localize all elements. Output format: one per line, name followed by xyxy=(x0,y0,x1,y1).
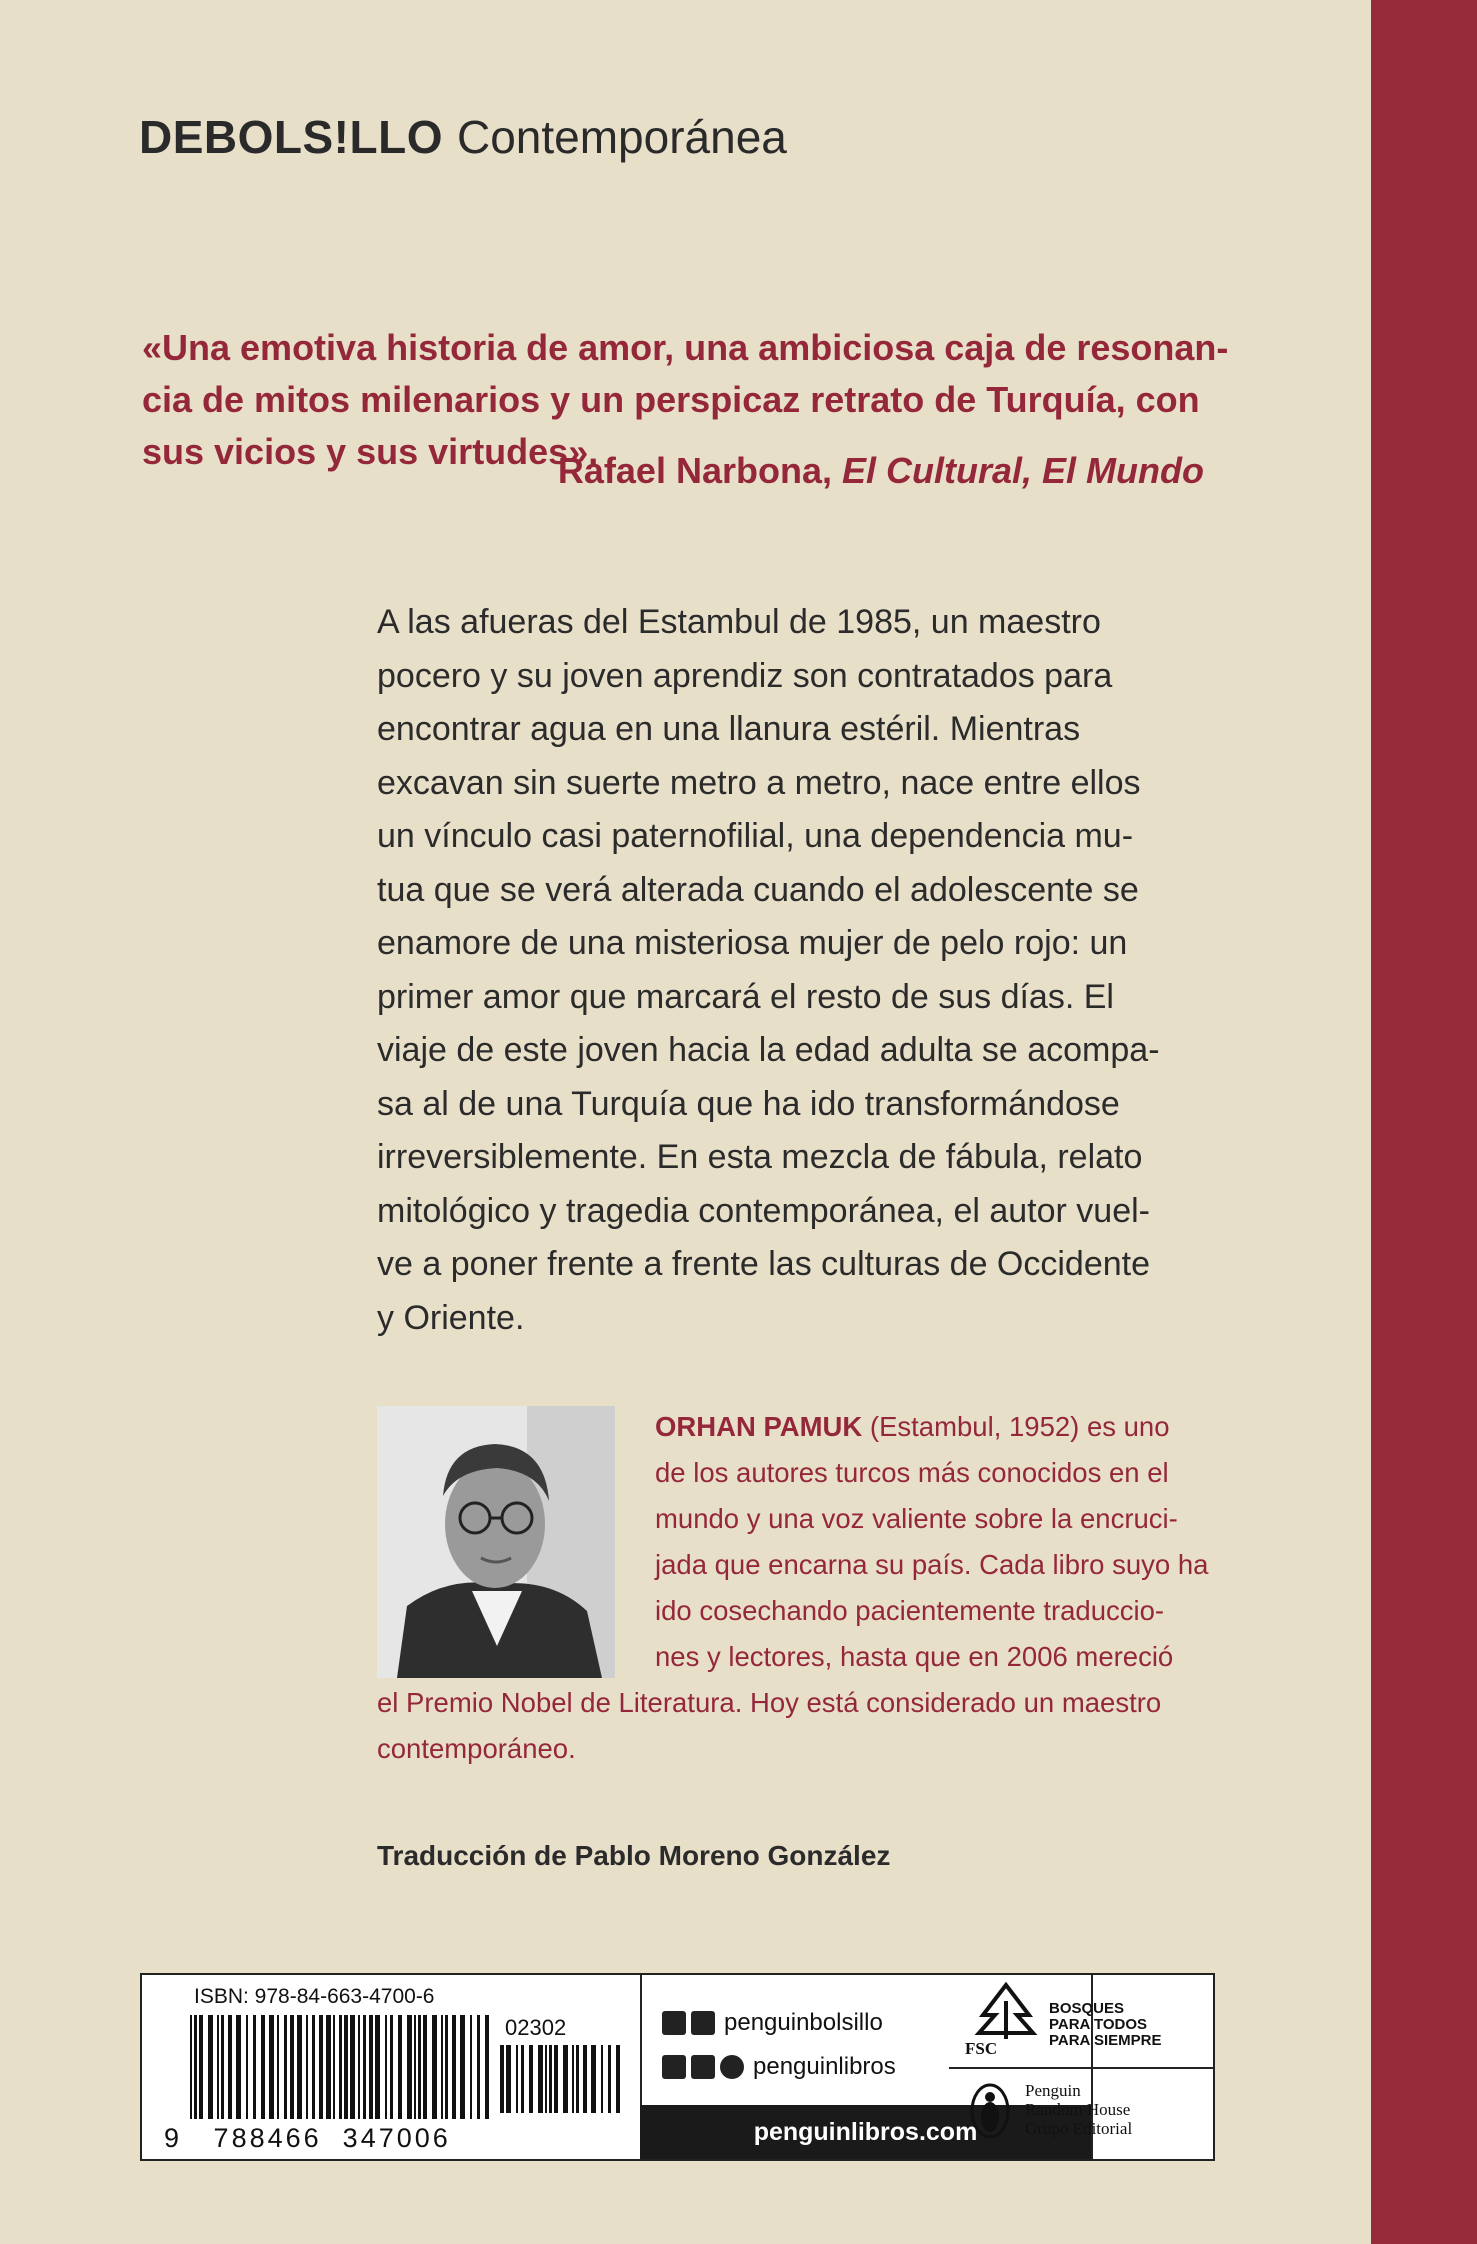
barcode-bar xyxy=(236,2015,241,2119)
quote-attribution xyxy=(142,450,1204,492)
bio-line: el Premio Nobel de Literatura. Hoy está considerado un maestro xyxy=(377,1687,1162,1718)
synopsis-line: viaje de este joven hacia la edad adulta se acompa- xyxy=(377,1031,1160,1069)
bosques-label xyxy=(1049,2001,1162,2049)
addon-barcode xyxy=(500,2045,620,2145)
barcode-bar xyxy=(485,2015,489,2119)
barcode-bar xyxy=(441,2015,443,2119)
bio-line: de los autores turcos más conocidos en el xyxy=(655,1457,1169,1488)
barcode-bar xyxy=(500,2045,504,2113)
back-info-box xyxy=(140,1973,1215,2161)
barcode-bar xyxy=(326,2015,331,2119)
barcode-bar xyxy=(423,2015,427,2119)
fsc-tree-icon xyxy=(971,1981,1041,2041)
social-row-2 xyxy=(662,2053,896,2081)
website-link[interactable]: penguinlibros.com xyxy=(753,2117,978,2146)
synopsis-line: un vínculo casi paternofilial, una dependencia mu- xyxy=(377,817,1134,855)
bio-first-line: (Estambul, 1952) es uno xyxy=(862,1411,1170,1442)
facebook-icon[interactable] xyxy=(662,2011,686,2035)
barcode-bar xyxy=(432,2015,437,2119)
barcode-bar xyxy=(350,2015,355,2119)
barcode-bar xyxy=(407,2015,412,2119)
spotify-icon[interactable] xyxy=(720,2055,744,2079)
barcode-prefix: 9 xyxy=(164,2123,183,2153)
barcode-bar xyxy=(333,2015,335,2119)
barcode-bar xyxy=(591,2045,596,2113)
barcode-bar xyxy=(221,2015,224,2119)
prh-line: Grupo Editorial xyxy=(1025,2119,1133,2138)
synopsis-line: irreversiblemente. En esta mezcla de fábula, relato xyxy=(377,1138,1143,1176)
barcode-bar xyxy=(228,2015,232,2119)
barcode-bar xyxy=(601,2045,603,2113)
barcode-bar xyxy=(253,2015,256,2119)
barcode-bar xyxy=(521,2045,524,2113)
barcode-bar xyxy=(194,2015,197,2119)
synopsis-line: tua que se verá alterada cuando el adolescente se xyxy=(377,870,1139,909)
barcode-bar xyxy=(516,2045,518,2113)
quote-line: cia de mitos milenarios y un perspicaz retrato de Turquía, con xyxy=(142,379,1200,420)
barcode-bar xyxy=(538,2045,543,2113)
social-handle-1[interactable]: penguinbolsillo xyxy=(724,2009,883,2036)
bio-line xyxy=(655,1404,1215,1450)
barcode-digits xyxy=(164,2123,451,2154)
barcode-bar xyxy=(375,2015,380,2119)
barcode-bar xyxy=(297,2015,302,2119)
bio-line: contemporáneo. xyxy=(377,1733,576,1764)
barcode-bar xyxy=(398,2015,402,2119)
barcode-bar xyxy=(477,2015,480,2119)
barcode-bar xyxy=(529,2045,533,2113)
publisher-name: DEBOLS!LLO xyxy=(139,111,443,163)
barcode-bar xyxy=(358,2015,360,2119)
bosques-line: BOSQUES xyxy=(1049,2000,1125,2017)
barcode-group-2: 347006 xyxy=(342,2123,451,2153)
barcode-bar xyxy=(545,2045,547,2113)
barcode-bar xyxy=(363,2015,366,2119)
barcode-bar xyxy=(390,2015,393,2119)
x-icon[interactable] xyxy=(691,2011,715,2035)
barcode-bar xyxy=(290,2015,294,2119)
prh-line: Random House xyxy=(1025,2100,1131,2119)
synopsis-line: y Oriente. xyxy=(377,1298,525,1337)
fsc-cell xyxy=(949,1975,1213,2069)
price-code: 02302 xyxy=(505,2015,567,2040)
barcode-bar xyxy=(563,2045,568,2113)
instagram-icon[interactable] xyxy=(662,2055,686,2079)
fsc-label: FSC xyxy=(965,2039,998,2058)
barcode-bar xyxy=(470,2015,472,2119)
barcode-bar xyxy=(208,2015,213,2119)
barcode-bar xyxy=(339,2015,342,2119)
barcode-group-1: 788466 xyxy=(213,2123,322,2153)
barcode-bar xyxy=(583,2045,587,2113)
penguin-logo-icon xyxy=(967,2081,1013,2141)
barcode-bar xyxy=(269,2015,274,2119)
barcode-bar xyxy=(608,2045,611,2113)
barcode-bar xyxy=(506,2045,511,2113)
barcode-bar xyxy=(549,2045,552,2113)
quote-source: El Cultural, El Mundo xyxy=(842,450,1204,491)
author-portrait-image xyxy=(377,1406,615,1678)
synopsis-line: encontrar agua en una llanura estéril. Mientras xyxy=(377,710,1081,748)
barcode-bar xyxy=(312,2015,315,2119)
barcode-bar xyxy=(616,2045,620,2113)
social-row-1 xyxy=(662,2009,883,2037)
barcode-bar xyxy=(306,2015,308,2119)
translation-credit: Traducción de Pablo Moreno González xyxy=(377,1840,891,1871)
spine-band xyxy=(1371,0,1477,2244)
synopsis-line: sa al de una Turquía que ha ido transformándose xyxy=(377,1084,1120,1123)
barcode-bar xyxy=(319,2015,323,2119)
prh-label xyxy=(1025,2081,1132,2138)
barcode-bar xyxy=(572,2045,574,2113)
barcode-bar xyxy=(576,2045,579,2113)
barcode-bar xyxy=(418,2015,421,2119)
barcode-bar xyxy=(261,2015,265,2119)
barcode-bar xyxy=(246,2015,248,2119)
bio-line: ido cosechando pacientemente traduccio- xyxy=(655,1595,1165,1626)
synopsis-line: enamore de una misteriosa mujer de pelo rojo: un xyxy=(377,924,1128,962)
isbn-label: ISBN: 978-84-663-4700-6 xyxy=(194,1985,435,2008)
prh-line: Penguin xyxy=(1025,2081,1081,2100)
synopsis-line: excavan sin suerte metro a metro, nace entre ellos xyxy=(377,763,1141,802)
barcode-bar xyxy=(217,2015,219,2119)
synopsis-line: mitológico y tragedia contemporánea, el autor vuel- xyxy=(377,1191,1150,1230)
barcode-bar xyxy=(199,2015,203,2119)
barcode-bar xyxy=(460,2015,465,2119)
bio-line: jada que encarna su país. Cada libro suyo ha xyxy=(655,1549,1209,1580)
barcode-bar xyxy=(369,2015,373,2119)
barcode-bar xyxy=(414,2015,416,2119)
bio-line: nes y lectores, hasta que en 2006 mereció xyxy=(655,1641,1174,1672)
author-bio-continued xyxy=(377,1680,1227,1772)
bio-line: mundo y una voz valiente sobre la encruci- xyxy=(655,1503,1178,1534)
quote-line: sus vicios y sus virtudes». xyxy=(142,431,599,472)
barcode-bar xyxy=(190,2015,192,2119)
synopsis-line: primer amor que marcará el resto de sus días. El xyxy=(377,977,1114,1016)
prh-cell xyxy=(949,2067,1213,2159)
bosques-line: PARA SIEMPRE xyxy=(1049,2032,1162,2049)
author-photo xyxy=(377,1406,615,1678)
synopsis-line: pocero y su joven aprendiz son contratados para xyxy=(377,656,1113,695)
quote-line: «Una emotiva historia de amor, una ambiciosa caja de resonan- xyxy=(142,327,1229,368)
ean-barcode xyxy=(190,2015,490,2125)
barcode-bar xyxy=(284,2015,287,2119)
quote-author: Rafael Narbona, xyxy=(557,450,832,491)
synopsis xyxy=(377,596,1227,1345)
barcode-bar xyxy=(344,2015,348,2119)
publisher-brand xyxy=(139,110,787,164)
barcode-bar xyxy=(385,2015,387,2119)
barcode-bar xyxy=(554,2045,558,2113)
synopsis-line: ve a poner frente a frente las culturas de Occidente xyxy=(377,1245,1151,1283)
collection-name: Contemporánea xyxy=(456,111,787,163)
barcode-bar xyxy=(445,2015,448,2119)
synopsis-line: A las afueras del Estambul de 1985, un maestro xyxy=(377,603,1101,641)
author-bio xyxy=(655,1404,1215,1680)
bosques-line: PARA TODOS xyxy=(1049,2016,1148,2033)
author-name: ORHAN PAMUK xyxy=(655,1411,863,1442)
barcode-area xyxy=(142,1975,642,2159)
social-handle-2[interactable]: penguinlibros xyxy=(753,2053,896,2080)
barcode-bar xyxy=(452,2015,456,2119)
youtube-icon[interactable] xyxy=(691,2055,715,2079)
barcode-bar xyxy=(277,2015,279,2119)
